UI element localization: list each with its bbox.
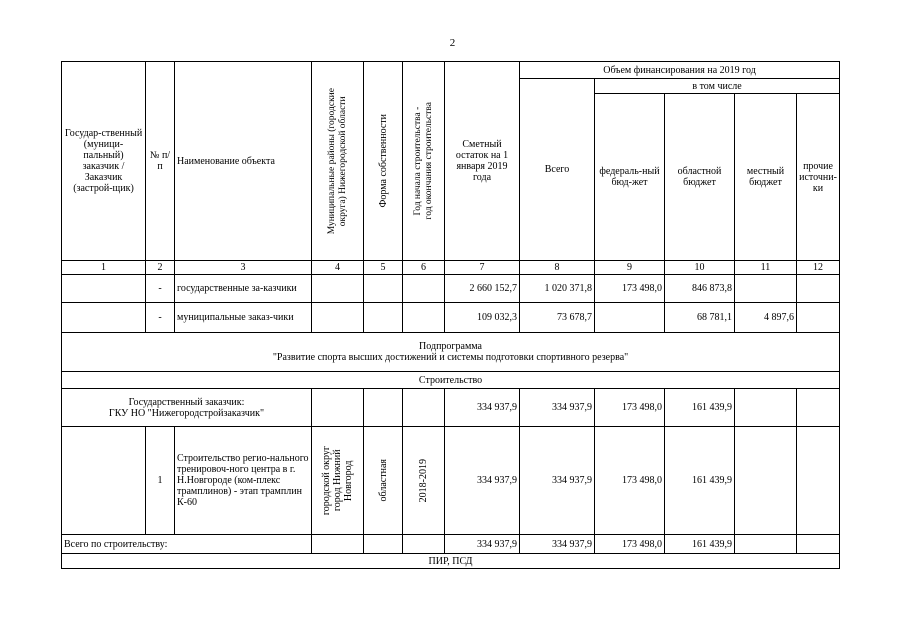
- empty-cell: [62, 303, 146, 333]
- object-district-cell: [312, 427, 364, 535]
- header-funding-group: Объем финансирования на 2019 год: [520, 62, 840, 79]
- col-number: 2: [146, 261, 175, 275]
- header-ownership-cell: [364, 62, 403, 261]
- header-districts: Муниципальные районы (городские округа) Нижегородской области: [326, 87, 348, 235]
- row-marker: -: [146, 275, 175, 303]
- empty-cell: [403, 535, 445, 554]
- object-row: [62, 427, 840, 535]
- col-number: 3: [175, 261, 312, 275]
- cell-regional: 68 781,1: [665, 303, 735, 333]
- empty-cell: [62, 427, 146, 535]
- cell-federal: 173 498,0: [595, 389, 665, 427]
- col-number: 4: [312, 261, 364, 275]
- object-num: 1: [146, 427, 175, 535]
- empty-cell: [312, 303, 364, 333]
- cell-total: 334 937,9: [520, 389, 595, 427]
- empty-cell: [735, 427, 797, 535]
- cell-total: 334 937,9: [520, 535, 595, 554]
- cell-estimate: 334 937,9: [445, 427, 520, 535]
- header-estimate: Сметный остаток на 1 января 2019 года: [445, 62, 520, 261]
- object-name: Строительство регио-нального тренировоч-ного центра в г. Н.Новгороде (ком-плекс трамплинов) - этап трамплин К-60: [175, 427, 312, 535]
- total-construction-label: Всего по строительству:: [62, 535, 312, 554]
- header-including: в том числе: [595, 79, 840, 94]
- table-row: [62, 275, 840, 303]
- cell-total: 73 678,7: [520, 303, 595, 333]
- cell-other: [797, 275, 840, 303]
- page-number: 2: [449, 37, 456, 49]
- empty-cell: [62, 275, 146, 303]
- empty-cell: [364, 303, 403, 333]
- empty-cell: [364, 389, 403, 427]
- empty-cell: [797, 389, 840, 427]
- header-years: Год начала строительства - год окончания строительства: [412, 102, 434, 220]
- table-row: [62, 303, 840, 333]
- object-ownership-cell: [364, 427, 403, 535]
- header-districts-cell: [312, 62, 364, 261]
- state-customer-name: ГКУ НО "Нижегородстройзаказчик": [108, 407, 265, 419]
- empty-cell: [403, 389, 445, 427]
- col-number: 5: [364, 261, 403, 275]
- col-number: 9: [595, 261, 665, 275]
- cell-federal: 173 498,0: [595, 535, 665, 554]
- header-regional: областной бюджет: [665, 94, 735, 261]
- cell-other: [797, 303, 840, 333]
- cell-local: 4 897,6: [735, 303, 797, 333]
- pir-section: ПИР, ПСД: [62, 554, 840, 569]
- empty-cell: [312, 389, 364, 427]
- header-object-name: Наименование объекта: [175, 62, 312, 261]
- header-customer: Государ-ственный (муници-пальный) заказчик / Заказчик (застрой-щик): [62, 62, 146, 261]
- state-customer-cell: [62, 389, 312, 427]
- state-customer-label: Государственный заказчик:: [128, 396, 245, 408]
- cell-estimate: 109 032,3: [445, 303, 520, 333]
- empty-cell: [403, 303, 445, 333]
- cell-regional: 161 439,9: [665, 427, 735, 535]
- cell-total: 1 020 371,8: [520, 275, 595, 303]
- col-number: 8: [520, 261, 595, 275]
- subprogram-section: [62, 333, 840, 372]
- empty-cell: [797, 535, 840, 554]
- empty-cell: [797, 427, 840, 535]
- cell-estimate: 334 937,9: [445, 389, 520, 427]
- col-number: 12: [797, 261, 840, 275]
- state-customer-row: [62, 389, 840, 427]
- cell-regional: 161 439,9: [665, 389, 735, 427]
- row-name: муниципальные заказ-чики: [175, 303, 312, 333]
- empty-cell: [364, 535, 403, 554]
- col-number: 6: [403, 261, 445, 275]
- row-name: государственные за-казчики: [175, 275, 312, 303]
- subprogram-title: Подпрограмма: [419, 341, 482, 352]
- empty-cell: [312, 275, 364, 303]
- cell-federal: [595, 303, 665, 333]
- col-number: 11: [735, 261, 797, 275]
- total-construction-row: [62, 535, 840, 554]
- financing-table: [61, 61, 840, 569]
- cell-regional: 161 439,9: [665, 535, 735, 554]
- col-number: 1: [62, 261, 146, 275]
- cell-federal: 173 498,0: [595, 275, 665, 303]
- header-num: № п/п: [146, 62, 175, 261]
- row-marker: -: [146, 303, 175, 333]
- cell-estimate: 334 937,9: [445, 535, 520, 554]
- empty-cell: [364, 275, 403, 303]
- cell-regional: 846 873,8: [665, 275, 735, 303]
- header-other: прочие источни-ки: [797, 94, 840, 261]
- col-number: 10: [665, 261, 735, 275]
- construction-section: Строительство: [62, 372, 840, 389]
- cell-federal: 173 498,0: [595, 427, 665, 535]
- header-ownership: Форма собственности: [377, 114, 389, 208]
- header-years-cell: [403, 62, 445, 261]
- empty-cell: [403, 275, 445, 303]
- empty-cell: [735, 535, 797, 554]
- cell-estimate: 2 660 152,7: [445, 275, 520, 303]
- header-local: местный бюджет: [735, 94, 797, 261]
- object-district: городской округ город Нижний Новгород: [321, 445, 354, 516]
- empty-cell: [735, 389, 797, 427]
- object-years-cell: [403, 427, 445, 535]
- subprogram-name: "Развитие спорта высших достижений и системы подготовки спортивного резерва": [272, 352, 629, 363]
- col-number: 7: [445, 261, 520, 275]
- cell-total: 334 937,9: [520, 427, 595, 535]
- column-number-row: [62, 261, 840, 275]
- object-years: 2018-2019: [418, 458, 429, 503]
- header-total: Всего: [520, 79, 595, 261]
- object-ownership: областная: [377, 459, 389, 502]
- empty-cell: [312, 535, 364, 554]
- cell-local: [735, 275, 797, 303]
- header-federal: федераль-ный бюд-жет: [595, 94, 665, 261]
